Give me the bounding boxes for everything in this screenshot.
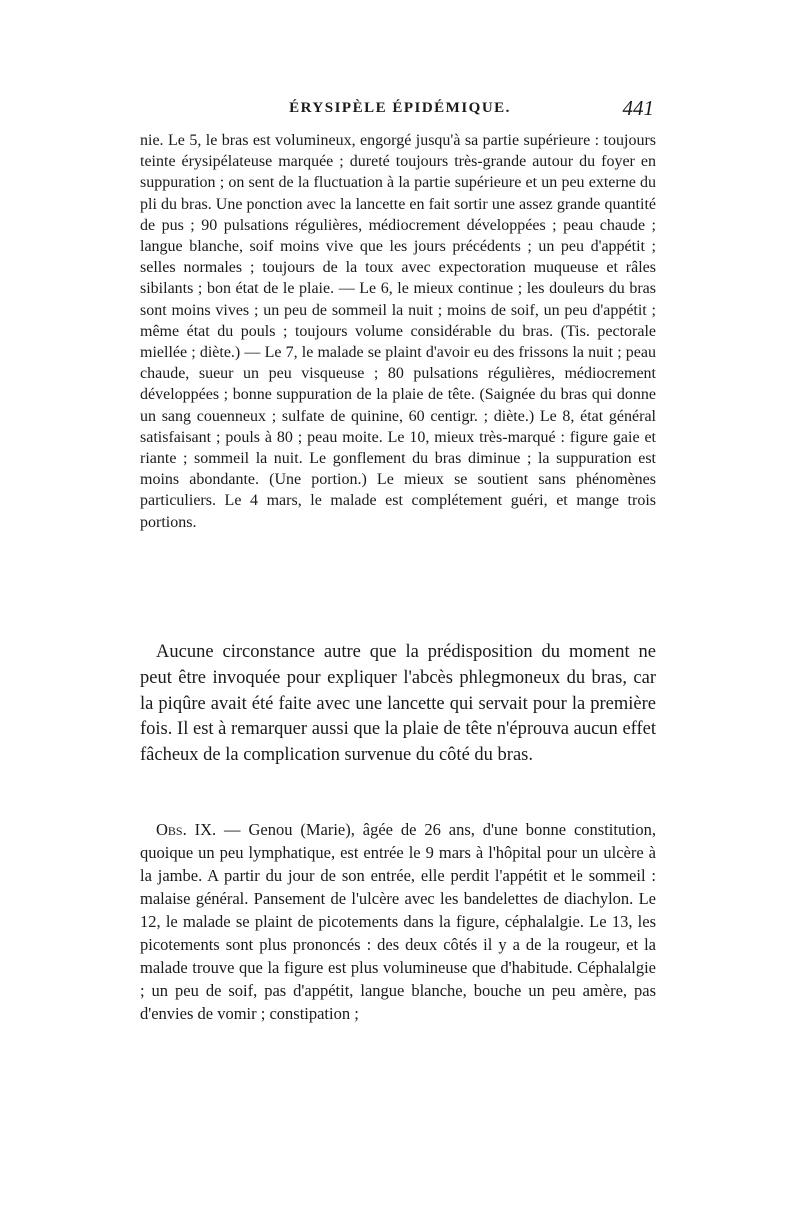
page-number: 441 — [622, 96, 654, 120]
paragraph-observation-ix — [140, 818, 656, 1025]
observation-text: — Genou (Marie), âgée de 26 ans, d'une bonne constitution, quoique un peu lymphatique, est entrée le 9 mars à l'hôpital pour un ulcère à la jambe. A partir du jour de son entrée, elle perdit l'appétit et le sommeil : malaise général. Pansement de l'ulcère avec les bandelettes de diachylon. Le 12, le malade se plaint de picotements dans la figure, céphalalgie. Le 13, les picotements sont plus prononcés : des deux côtés il y a de la rougeur, et la malade trouve que la figure est plus volumineuse que d'habitude. Céphalalgie ; un peu de soif, pas d'appétit, langue blanche, bouche un peu amère, pas d'envies de vomir ; constipation ; — [140, 820, 656, 1023]
page-header — [140, 96, 660, 126]
observation-label: Obs. IX. — [156, 820, 217, 839]
running-title: ÉRYSIPÈLE ÉPIDÉMIQUE. — [289, 100, 511, 116]
paragraph-commentary: Aucune circonstance autre que la prédisposition du moment ne peut être invoquée pour expliquer l'abcès phlegmoneux du bras, car la piqûre avait été faite avec une lancette qui servait pour la première fois. Il est à remarquer aussi que la plaie de tête n'éprouva aucun effet fâcheux de la complication survenue du côté du bras. — [140, 642, 656, 766]
paragraph-case-continuation: nie. Le 5, le bras est volumineux, engorgé jusqu'à sa partie supérieure : toujours teinte érysipélateuse marquée ; dureté toujours très-grande autour du foyer en suppuration ; on sent de la fluctuation à la partie supérieure et un peu externe du pli du bras. Une ponction avec la lancette en fait sortir une assez grande quantité de pus ; 90 pulsations régulières, médiocrement développées ; peau chaude ; langue blanche, soif moins vive que les jours précédents ; un peu d'appétit ; selles normales ; toujours de la toux avec expectoration muqueuse et râles sibilants ; bon état de le plaie. — Le 6, le mieux continue ; les douleurs du bras sont moins vives ; un peu de sommeil la nuit ; moins de soif, un peu d'appétit ; même état du pouls ; toujours volume considérable du bras. (Tis. pectorale miellée ; diète.) — Le 7, le malade se plaint d'avoir eu des frissons la nuit ; peau chaude, sueur un peu visqueuse ; 80 pulsations régulières, médiocrement développées ; bonne suppuration de la plaie de tête. (Saignée du bras qui donne un sang couenneux ; sulfate de quinine, 60 centigr. ; diète.) Le 8, état général satisfaisant ; pouls à 80 ; peau moite. Le 10, mieux très-marqué : figure gaie et riante ; sommeil la nuit. Le gonflement du bras diminue ; la suppuration est moins abondante. (Une portion.) Le mieux se soutient sans phénomènes particuliers. Le 4 mars, le malade est complétement guéri, et mange trois portions. — [140, 132, 656, 531]
